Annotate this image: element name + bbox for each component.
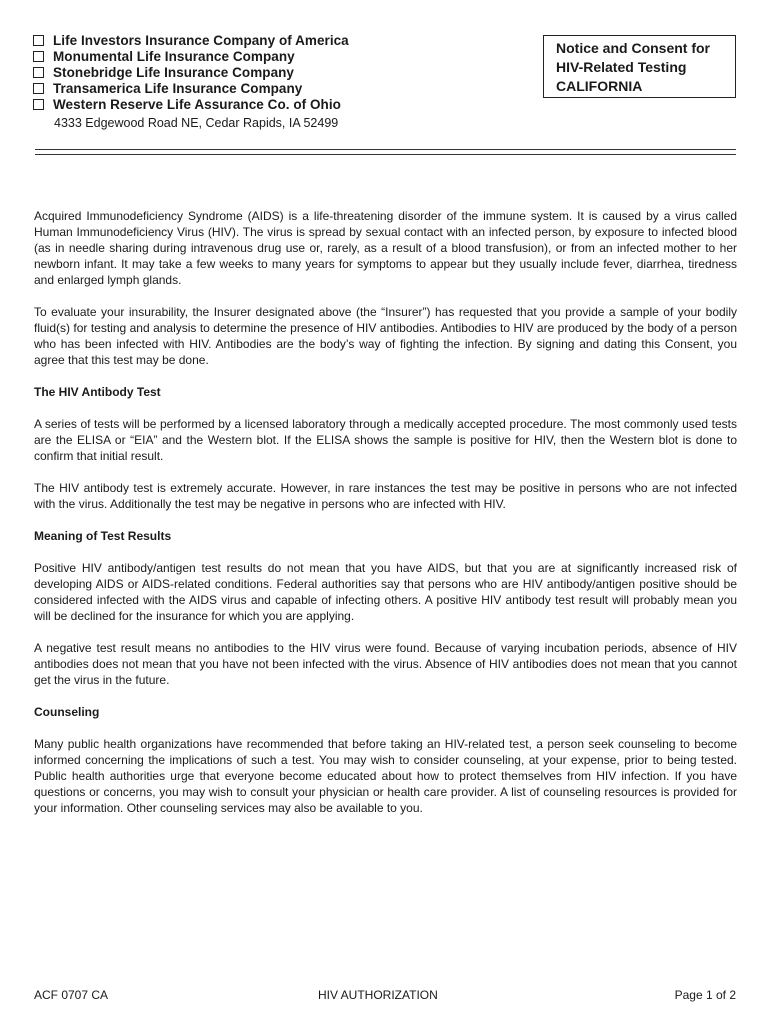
form-title-line: Notice and Consent for [556, 40, 711, 56]
counseling-paragraph: Many public health organizations have recommended that before taking an HIV-related test, a person seek counseling to become informed concerning the implications of such a test. You may wish to consider counseling, at your expense, prior to being tested. Public health authorities urge that everyone become educated about how to protect themselves from HIV infection. If you have questions or concerns, you may wish to consult your physician or health care provider. A list of counseling resources is provided for your information. Other counseling services may also be available to you. [34, 737, 737, 815]
form-title-box [543, 35, 736, 98]
test-accuracy-paragraph: The HIV antibody test is extremely accurate. However, in rare instances the test may be positive in persons who are not infected with the virus. Additionally the test may be negative in persons who are infected with HIV. [34, 481, 737, 511]
insurer-name: Stonebridge Life Insurance Company [53, 64, 294, 80]
insurer-checklist [33, 32, 513, 112]
insurer-option[interactable] [33, 48, 513, 64]
insurer-name: Transamerica Life Insurance Company [53, 80, 303, 96]
insurer-checkbox[interactable] [33, 83, 44, 94]
section-heading-antibody-test: The HIV Antibody Test [34, 385, 161, 399]
page-number: Page 1 of 2 [674, 988, 736, 1002]
intro-paragraph: Acquired Immunodeficiency Syndrome (AIDS) is a life-threatening disorder of the immune system. It is caused by a virus called Human Immunodeficiency Virus (HIV). The virus is spread by sexual contact with an infected person, by exposure to infected blood (as in needle sharing during intravenous drug use or, rarely, as a result of a blood transfusion), or from an infected mother to her newborn infant. It may take a few weeks to many years for symptoms to appear but they usually include fever, diarrhea, tiredness and enlarged lymph glands. [34, 209, 737, 287]
insurer-checkbox[interactable] [33, 67, 44, 78]
form-title-line: HIV-Related Testing [556, 59, 687, 75]
insurer-checkbox[interactable] [33, 35, 44, 46]
positive-result-paragraph: Positive HIV antibody/antigen test results do not mean that you have AIDS, but that you are at significantly increased risk of developing AIDS or AIDS-related conditions. Federal authorities say that persons who are HIV antibody/antigen positive should be considered infected with the AIDS virus and capable of infecting others. A positive HIV antibody test result will probably mean you will be declined for the insurance for which you are applying. [34, 561, 737, 623]
form-footer-title: HIV AUTHORIZATION [318, 988, 438, 1002]
form-title-line: CALIFORNIA [556, 78, 643, 94]
section-heading-counseling: Counseling [34, 705, 100, 719]
insurer-option[interactable] [33, 80, 513, 96]
insurer-option[interactable] [33, 32, 513, 48]
divider-top [35, 149, 736, 150]
insurer-name: Monumental Life Insurance Company [53, 48, 295, 64]
company-address: 4333 Edgewood Road NE, Cedar Rapids, IA 52499 [54, 116, 339, 130]
form-code: ACF 0707 CA [34, 988, 109, 1002]
insurer-name: Western Reserve Life Assurance Co. of Ohio [53, 96, 341, 112]
test-procedure-paragraph: A series of tests will be performed by a licensed laboratory through a medically accepted procedure. The most commonly used tests are the ELISA or “EIA” and the Western blot. If the ELISA shows the sample is positive for HIV, then the Western blot is done to confirm that initial result. [34, 417, 737, 463]
negative-result-paragraph: A negative test result means no antibodies to the HIV virus were found. Because of varying incubation periods, absence of HIV antibodies does not mean that you have not been infected with the virus. Absence of HIV antibodies does not mean that you cannot get the virus in the future. [34, 641, 737, 687]
insurer-option[interactable] [33, 96, 513, 112]
divider-bottom [35, 154, 736, 155]
section-heading-test-results: Meaning of Test Results [34, 529, 172, 543]
insurer-checkbox[interactable] [33, 99, 44, 110]
notice-body [34, 208, 737, 816]
insurer-option[interactable] [33, 64, 513, 80]
insurability-paragraph: To evaluate your insurability, the Insurer designated above (the “Insurer”) has requested that you provide a sample of your bodily fluid(s) for testing and analysis to determine the presence of HIV antibodies. Antibodies to HIV are produced by the body of a person who has been infected with HIV. Antibodies are the body’s way of fighting the infection. By signing and dating this Consent, you agree that this test may be done. [34, 305, 737, 367]
insurer-name: Life Investors Insurance Company of America [53, 32, 349, 48]
insurer-checkbox[interactable] [33, 51, 44, 62]
